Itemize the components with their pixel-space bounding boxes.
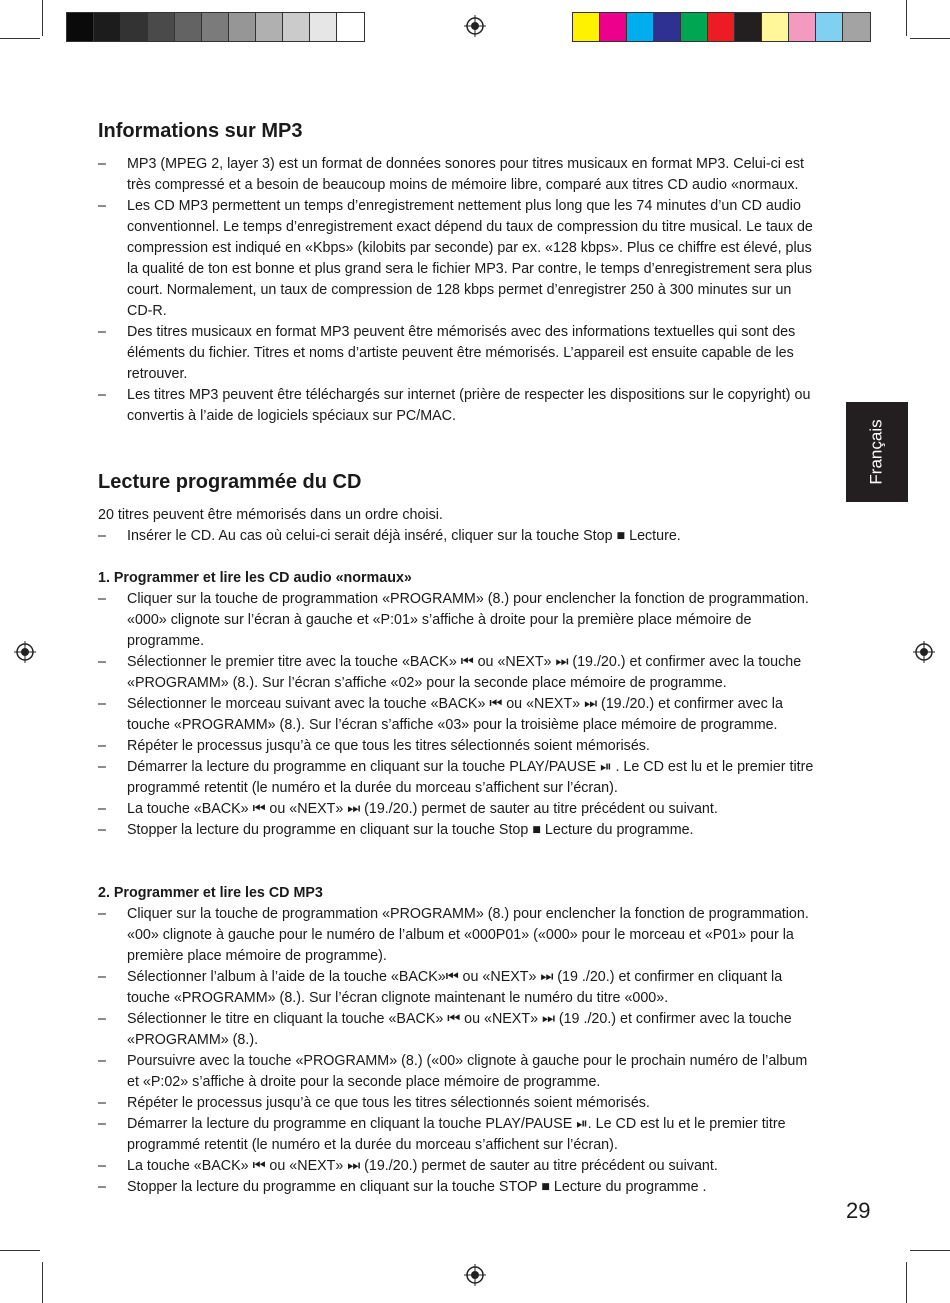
crop-mark (910, 38, 950, 39)
list-item: – Démarrer la lecture du programme en cliquant sur la touche PLAY/PAUSE ⏯ . Le CD est lu et le premier titre programmé retentit (le numéro et la durée du morceau s’affichent sur l’écran). (98, 757, 820, 799)
color-swatch (283, 13, 310, 41)
language-label: Français (867, 419, 886, 485)
list-item: – Sélectionner le premier titre avec la touche «BACK» ⏮ ou «NEXT» ⏭ (19./20.) et confirmer avec la touche «PROGRAMM» (8.). Sur l’écran s’affiche «02» pour la seconde place mémoire de programme. (98, 652, 820, 694)
mp3-info-list (98, 154, 820, 427)
audio-cd-steps-list (98, 589, 820, 841)
list-item: – Stopper la lecture du programme en cliquant sur la touche Stop ■ Lecture du programme. (98, 820, 820, 841)
crop-mark (0, 38, 40, 39)
subsection-title-audio-cd: 1. Programmer et lire les CD audio «normaux» (98, 570, 412, 586)
list-item: – Cliquer sur la touche de programmation «PROGRAMM» (8.) pour enclencher la fonction de programmation. «000» clignote sur l’écran à gauche et «P:01» s’affiche à droite pour la première place mémoire de programme. (98, 589, 820, 652)
intro-text: 20 titres peuvent être mémorisés dans un ordre choisi. (98, 507, 443, 523)
intro-list (98, 526, 820, 547)
list-item: – Les titres MP3 peuvent être téléchargés sur internet (prière de respecter les dispositions sur le copyright) ou convertis à l’aide de logiciels spéciaux sur PC/MAC. (98, 385, 820, 427)
list-item: – Des titres musicaux en format MP3 peuvent être mémorisés avec des informations textuelles qui sont des éléments du fichier. Titres et noms d’artiste peuvent être mémorisés. L’appareil est ensuite capable de les retrouver. (98, 322, 820, 385)
color-calibration-bar (572, 12, 871, 42)
color-swatch (654, 13, 681, 41)
list-item: – Stopper la lecture du programme en cliquant sur la touche STOP ■ Lecture du programme . (98, 1177, 820, 1198)
list-item: – Insérer le CD. Au cas où celui-ci serait déjà inséré, cliquer sur la touche Stop ■ Lecture. (98, 526, 820, 547)
list-item: – La touche «BACK» ⏮ ou «NEXT» ⏭ (19./20.) permet de sauter au titre précédent ou suivant. (98, 1156, 820, 1177)
color-swatch (681, 13, 708, 41)
color-swatch (735, 13, 762, 41)
list-item: – Les CD MP3 permettent un temps d’enregistrement nettement plus long que les 74 minutes d’un CD audio conventionnel. Le temps d’enregistrement exact dépend du taux de compression du titre musical. Le taux de compression est indiqué en «Kbps» (kilobits par seconde) par ex. «128 kbps». Plus ce chiffre est élevé, plus la qualité de ton est bonne et plus grand sera le fichier MP3. Par contre, le temps d’enregistrement sera plus court. Normalement, un taux de compression de 128 kbps permet d’enregistrer 250 à 300 minutes sur un CD-R. (98, 196, 820, 322)
color-swatch (762, 13, 789, 41)
crop-mark (0, 1250, 40, 1251)
section-heading-mp3-info: Informations sur MP3 (98, 120, 303, 142)
crop-mark (42, 1262, 43, 1303)
color-swatch (573, 13, 600, 41)
crop-mark (42, 0, 43, 36)
list-item: – Cliquer sur la touche de programmation «PROGRAMM» (8.) pour enclencher la fonction de programmation. «00» clignote à gauche pour le numéro de l’album et «000P01» («000» pour le morceau et «P01» pour la première place mémoire de programme). (98, 904, 820, 967)
crop-mark (906, 1262, 907, 1303)
color-swatch (600, 13, 627, 41)
subsection-title-mp3-cd: 2. Programmer et lire les CD MP3 (98, 885, 323, 901)
color-swatch (121, 13, 148, 41)
list-item: – Démarrer la lecture du programme en cliquant la touche PLAY/PAUSE ⏯. Le CD est lu et le premier titre programmé retentit (le numéro et la durée du morceau s’affichent sur l’écran). (98, 1114, 820, 1156)
page-number: 29 (846, 1198, 871, 1223)
color-swatch (148, 13, 175, 41)
color-swatch (202, 13, 229, 41)
registration-mark-icon (913, 641, 935, 663)
color-swatch (843, 13, 870, 41)
language-side-tab (846, 402, 908, 502)
color-swatch (816, 13, 843, 41)
crop-mark (906, 0, 907, 36)
registration-mark-icon (464, 15, 486, 37)
list-item: – La touche «BACK» ⏮ ou «NEXT» ⏭ (19./20.) permet de sauter au titre précédent ou suivant. (98, 799, 820, 820)
crop-mark (910, 1250, 950, 1251)
list-item: – Poursuivre avec la touche «PROGRAMM» (8.) («00» clignote à gauche pour le prochain numéro de l’album et «P:02» s’affiche à droite pour la seconde place mémoire de programme. (98, 1051, 820, 1093)
page-content (98, 118, 820, 1198)
color-swatch (310, 13, 337, 41)
registration-mark-icon (464, 1264, 486, 1286)
list-item: – Sélectionner le titre en cliquant la touche «BACK» ⏮ ou «NEXT» ⏭ (19 ./20.) et confirmer avec la touche «PROGRAMM» (8.). (98, 1009, 820, 1051)
color-swatch (789, 13, 816, 41)
color-swatch (94, 13, 121, 41)
list-item: – Répéter le processus jusqu’à ce que tous les titres sélectionnés soient mémorisés. (98, 1093, 820, 1114)
mp3-cd-steps-list (98, 904, 820, 1198)
color-swatch (708, 13, 735, 41)
color-swatch (627, 13, 654, 41)
color-swatch (175, 13, 202, 41)
list-item: – Répéter le processus jusqu’à ce que tous les titres sélectionnés soient mémorisés. (98, 736, 820, 757)
list-item: – Sélectionner le morceau suivant avec la touche «BACK» ⏮ ou «NEXT» ⏭ (19./20.) et confirmer avec la touche «PROGRAMM» (8.). Sur l’écran s’affiche «03» pour la troisième place mémoire de programme. (98, 694, 820, 736)
section-heading-programmed-playback: Lecture programmée du CD (98, 471, 362, 493)
list-item: – MP3 (MPEG 2, layer 3) est un format de données sonores pour titres musicaux en format MP3. Celui-ci est très compressé et a besoin de beaucoup moins de mémoire libre, comparé aux titres CD audio «normaux. (98, 154, 820, 196)
color-swatch (229, 13, 256, 41)
list-item: – Sélectionner l’album à l’aide de la touche «BACK»⏮ ou «NEXT» ⏭ (19 ./20.) et confirmer en cliquant la touche «PROGRAMM» (8.). Sur l’écran clignote maintenant le numéro du titre «000». (98, 967, 820, 1009)
registration-mark-icon (14, 641, 36, 663)
color-swatch (337, 13, 364, 41)
grayscale-calibration-bar (66, 12, 365, 42)
color-swatch (67, 13, 94, 41)
color-swatch (256, 13, 283, 41)
